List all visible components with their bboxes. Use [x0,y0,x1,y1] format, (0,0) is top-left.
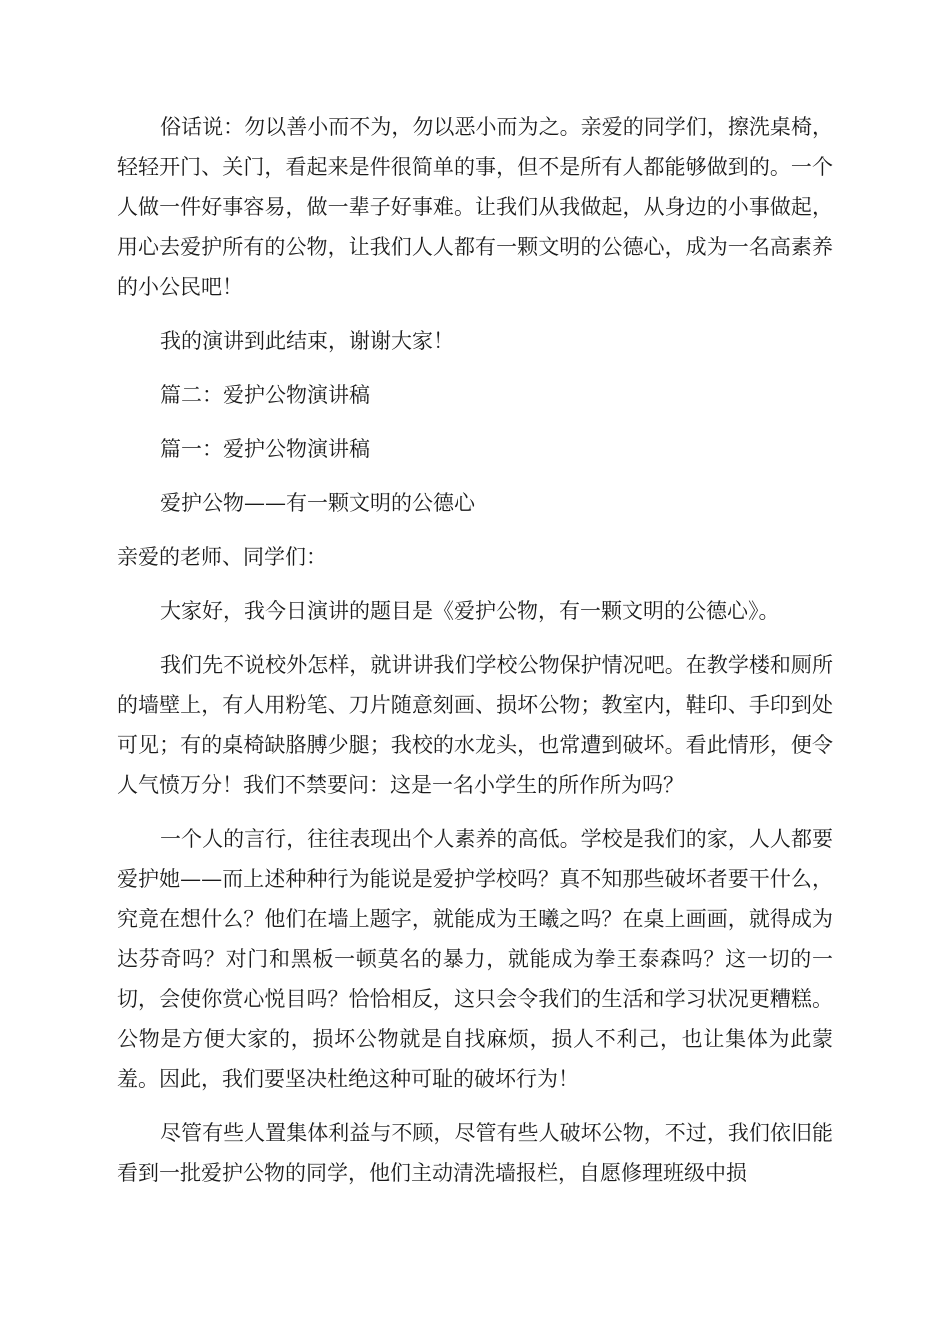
paragraph-greeting: 大家好，我今日演讲的题目是《爱护公物，有一颗文明的公德心》。 [160,599,780,623]
section-heading-part-two: 篇二：爱护公物演讲稿 [160,383,370,407]
paragraph-conclusion: 俗话说：勿以善小而不为，勿以恶小而为之。亲爱的同学们，擦洗桌椅，轻轻开门、关门，看起来是件很简单的事，但不是所有人都能够做到的。一个人做一件好事容易，做一辈子好事难。让我们从我做起，从身边的小事做起，用心去爱护所有的公物，让我们人人都有一颗文明的公德心，成为一名高素养的小公民吧！ [117,115,833,299]
document-body [117,107,833,1193]
speech-title: 爱护公物——有一颗文明的公德心 [160,491,475,515]
salutation: 亲爱的老师、同学们： [117,545,327,569]
paragraph-good-examples: 尽管有些人置集体利益与不顾，尽管有些人破坏公物，不过，我们依旧能看到一批爱护公物的同学，他们主动清洗墙报栏，自愿修理班级中损 [117,1121,833,1185]
paragraph-closing: 我的演讲到此结束，谢谢大家！ [160,329,454,353]
paragraph-school-situation: 我们先不说校外怎样，就讲讲我们学校公物保护情况吧。在教学楼和厕所的墙壁上，有人用粉笔、刀片随意刻画、损坏公物；教室内，鞋印、手印到处可见；有的桌椅缺胳膊少腿；我校的水龙头，也常遭到破坏。看此情形，便令人气愤万分！我们不禁要问：这是一名小学生的所作所为吗？ [117,653,833,797]
paragraph-personal-conduct: 一个人的言行，往往表现出个人素养的高低。学校是我们的家，人人都要爱护她——而上述种种行为能说是爱护学校吗？真不知那些破坏者要干什么，究竟在想什么？他们在墙上题字，就能成为王曦之吗？在桌上画画，就得成为达芬奇吗？对门和黑板一顿莫名的暴力，就能成为拳王泰森吗？这一切的一切，会使你赏心悦目吗？恰恰相反，这只会令我们的生活和学习状况更糟糕。公物是方便大家的，损坏公物就是自找麻烦，损人不利己，也让集体为此蒙羞。因此，我们要坚决杜绝这种可耻的破坏行为！ [117,827,833,1091]
section-heading-part-one: 篇一：爱护公物演讲稿 [160,437,370,461]
